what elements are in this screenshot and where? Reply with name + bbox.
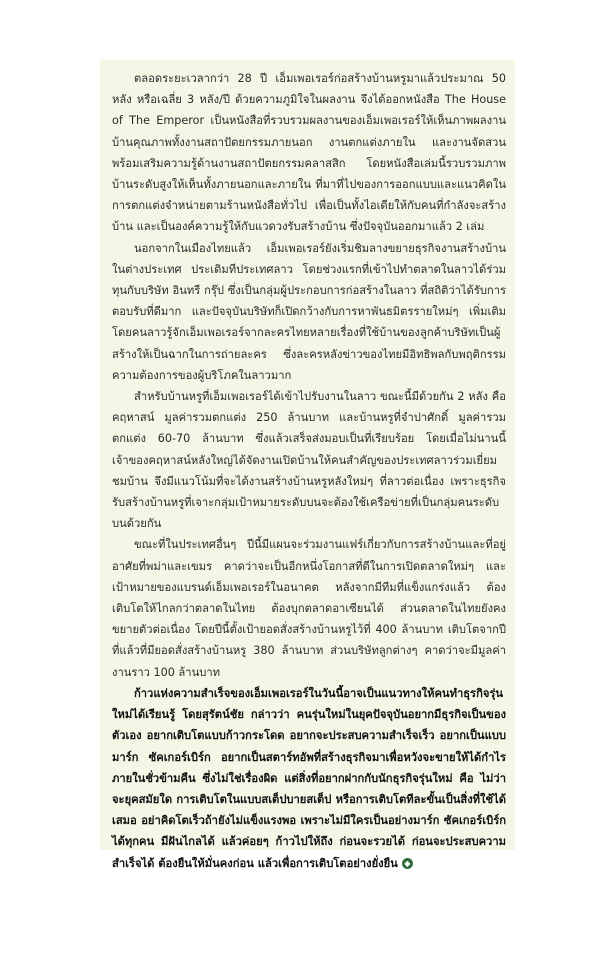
paragraph-advice: ก้าวแห่งความสำเร็จของเอ็มเพอเรอร์ในวันนี้อาจเป็นแนวทางให้คนทำธุรกิจรุ่นใหม่ได้เรียนรู้ โดยสุรัตน์ชัย กล่าวว่า คนรุ่นใหม่ในยุคปัจจุบันอยากมีธุรกิจเป็นของตัวเอง อยากเติบโตแบบก้าวกระโดด อยากจะประสบความสำเร็จเร็ว อยากเป็นแบบมาร์ก ซัคเกอร์เบิร์ก อยากเป็นสตาร์ทอัพที่สร้างธุรกิจมาเพื่อหวังจะขายให้ได้กำไรภายในชั่วข้ามคืน ซึ่งไม่ใช่เรื่องผิด แต่สิ่งที่อยากฝากกับนักธุรกิจรุ่นใหม่ คือ ไม่ว่าจะยุคสมัยใด การเติบโตในแบบสเต็ปบายสเต็ป หรือการเติบโตทีละขั้นเป็นสิ่งที่ใช้ได้เสมอ อย่าคิดโตเร็วถ้ายังไม่แข็งแรงพอ เพราะไม่มีใครเป็นอย่างมาร์ก ซัคเกอร์เบิร์ก ได้ทุกคน มีฝันไกลได้ แล้วค่อยๆ ก้าวไปให้ถึง ก่อนจะรวยได้ ก่อนจะประสบความสำเร็จได้ ต้องยืนให้มั่นคงก่อน แล้วเพื่อการเติบโตอย่างยั่งยืน bbox=[112, 686, 506, 870]
paragraph-laos-expansion: นอกจากในเมืองไทยแล้ว เอ็มเพอเรอร์ยังเริ่มชิมลางขยายธุรกิจงานสร้างบ้านในต่างประเทศ ประเดิมทีประเทศลาว โดยช่วงแรกที่เข้าไปทำตลาดในลาวได้ร่วมทุนกับบริษัท อินทรี กรุ๊ป ซึ่งเป็นกลุ่มผู้ประกอบการก่อสร้างในลาว ที่สถิติว่าได้รับการตอบรับที่ดีมาก และปัจจุบันบริษัทก็เปิดกว้างกับการหาพันธมิตรรายใหม่ๆ เพิ่มเติม โดยคนลาวรู้จักเอ็มเพอเรอร์จากละครไทยหลายเรื่องที่ใช้บ้านของลูกค้าบริษัทเป็นผู้สร้างให้เป็นฉากในการถ่ายละคร ซึ่งละครหลังข่าวของไทยมีอิทธิพลกับพฤติกรรมความต้องการของผู้บริโภคในลาวมาก bbox=[112, 241, 506, 382]
paragraph-advice-container bbox=[112, 683, 506, 874]
paragraph-asean-plans: ขณะที่ในประเทศอื่นๆ ปีนี้มีแผนจะร่วมงานแฟร์เกี่ยวกับการสร้างบ้านและที่อยู่อาศัยที่พม่าและเขมร คาดว่าจะเป็นอีกหนึ่งโอกาสที่ดีในการเปิดตลาดใหม่ๆ และเป้าหมายของแบรนด์เอ็มเพอเรอร์ในอนาคต หลังจากมีทีมที่แข็งแกร่งแล้ว ต้องเติบโตให้ไกลกว่าตลาดในไทย ต้องบุกตลาดอาเซียนได้ ส่วนตลาดในไทยยังคงขยายตัวต่อเนื่อง โดยปีนี้ตั้งเป้ายอดสั่งสร้างบ้านหรูไว้ที่ 400 ล้านบาท เติบโตจากปีที่แล้วที่มียอดสั่งสร้างบ้านหรู 380 ล้านบาท ส่วนบริษัทลูกต่างๆ คาดว่าจะมีมูลค่างานราว 100 ล้านบาท bbox=[112, 538, 506, 679]
article-body bbox=[112, 68, 506, 874]
paragraph-laos-projects: สำหรับบ้านหรูที่เอ็มเพอเรอร์ได้เข้าไปรับงานในลาว ขณะนี้มีด้วยกัน 2 หลัง คือ คฤหาสน์ มูลค่ารวมตกแต่ง 250 ล้านบาท และบ้านหรูที่จำปาศักดิ์ มูลค่ารวมตกแต่ง 60-70 ล้านบาท ซึ่งแล้วเสร็จส่งมอบเป็นที่เรียบร้อย โดยเมื่อไม่นานนี้ เจ้าของคฤหาสน์หลังใหญ่ได้จัดงานเปิดบ้านให้คนสำคัญของประเทศลาวร่วมเยี่ยมชมบ้าน จึงมีแนวโน้มที่จะได้งานสร้างบ้านหรูหลังใหม่ๆ ที่ลาวต่อเนื่อง เพราะธุรกิจรับสร้างบ้านหรูที่เจาะกลุ่มเป้าหมายระดับบนจะต้องใช้เครือข่ายที่เป็นกลุ่มคนระดับบนด้วยกัน bbox=[112, 390, 506, 531]
paragraph-history: ตลอดระยะเวลากว่า 28 ปี เอ็มเพอเรอร์ก่อสร้างบ้านหรูมาแล้วประมาณ 50 หลัง หรือเฉลี่ย 3 หลัง/ปี ด้วยความภูมิใจในผลงาน จึงได้ออกหนังสือ The House of The Emperor เป็นหนังสือที่รวบรวมผลงานของเอ็มเพอเรอร์ให้เห็นภาพผลงานบ้านคุณภาพทั้งงานสถาปัตยกรรมภายนอก งานตกแต่งภายใน และงานจัดสวน พร้อมเสริมความรู้ด้านงานสถาปัตยกรรมคลาสสิก โดยหนังสือเล่มนี้รวบรวมภาพบ้านระดับสูงให้เห็นทั้งภายนอกและภายใน ที่มาที่ไปของการออกแบบและแนวคิดในการตกแต่งจำหน่ายตามร้านหนังสือทั่วไป เพื่อเป็นทั้งไอเดียให้กับคนที่กำลังจะสร้างบ้าน และเป็นองค์ความรู้ให้กับแวดวงรับสร้างบ้าน ซึ่งปัจจุบันออกมาแล้ว 2 เล่ม bbox=[112, 72, 506, 234]
end-of-article-icon: ◆ bbox=[402, 858, 413, 869]
